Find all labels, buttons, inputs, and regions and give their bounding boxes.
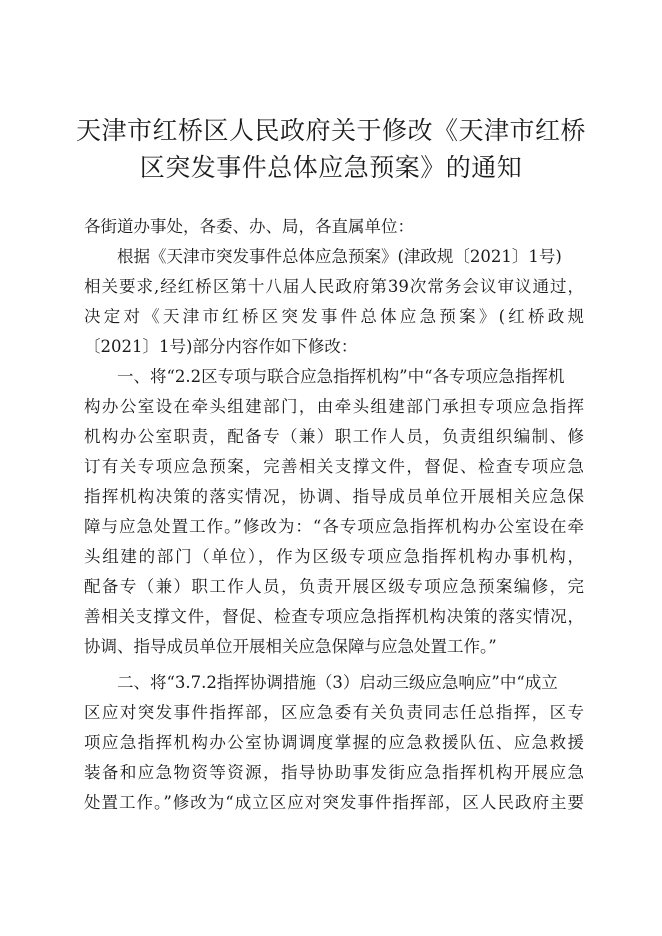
paragraph-2-line-2: 构办公室设在牵头组建部门，由牵头组建部门承担专项应急指挥 [84, 397, 584, 416]
title-line-1: 天津市红桥区人民政府关于修改《天津市红桥 [75, 116, 586, 145]
paragraph-2-line-8: 配备专（兼）职工作人员，负责开展区级专项应急预案编修，完 [84, 577, 584, 596]
document-title [60, 112, 602, 186]
paragraph-3-line-5: 处置工作。”修改为“成立区应对突发事件指挥部，区人民政府主要 [84, 793, 584, 812]
paragraph-3-line-2: 区应对突发事件指挥部，区应急委有关负责同志任总指挥，区专 [84, 703, 584, 722]
paragraph-3-line-1: 二、将“3.7.2指挥协调措施（3）启动三级应急响应”中“成立 [117, 673, 558, 692]
paragraph-1-line-2: 相关要求,经红桥区第十八届人民政府第39次常务会议审议通过， [84, 277, 584, 296]
paragraph-2-line-5: 指挥机构决策的落实情况，协调、指导成员单位开展相关应急保 [84, 487, 584, 506]
paragraph-2-line-6: 障与应急处置工作。”修改为：“各专项应急指挥机构办公室设在牵 [84, 517, 584, 536]
paragraph-1-line-4: 〔2021〕1号)部分内容作如下修改： [84, 337, 358, 356]
paragraph-2-line-10: 协调、指导成员单位开展相关应急保障与应急处置工作。” [84, 637, 497, 656]
paragraph-3-line-3: 项应急指挥机构办公室协调调度掌握的应急救援队伍、应急救援 [84, 733, 584, 752]
paragraph-1-line-1: 根据《天津市突发事件总体应急预案》(津政规〔2021〕1号) [117, 247, 562, 266]
paragraph-2-line-4: 订有关专项应急预案，完善相关支撑文件，督促、检查专项应急 [84, 457, 584, 476]
salutation: 各街道办事处，各委、办、局，各直属单位： [84, 217, 414, 236]
document-body [84, 212, 584, 818]
paragraph-3-line-4: 装备和应急物资等资源，指导协助事发街应急指挥机构开展应急 [84, 763, 584, 782]
title-line-2: 区突发事件总体应急预案》的通知 [139, 153, 523, 182]
paragraph-2-line-1: 一、将“2.2区专项与联合应急指挥机构”中“各专项应急指挥机 [117, 367, 565, 386]
paragraph-2-line-7: 头组建的部门（单位），作为区级专项应急指挥机构办事机构， [84, 547, 584, 566]
paragraph-2-line-9: 善相关支撑文件，督促、检查专项应急指挥机构决策的落实情况， [84, 607, 584, 626]
paragraph-1-line-3: 决定对《天津市红桥区突发事件总体应急预案》(红桥政规 [84, 307, 584, 326]
paragraph-2-line-3: 机构办公室职责，配备专（兼）职工作人员，负责组织编制、修 [84, 427, 584, 446]
